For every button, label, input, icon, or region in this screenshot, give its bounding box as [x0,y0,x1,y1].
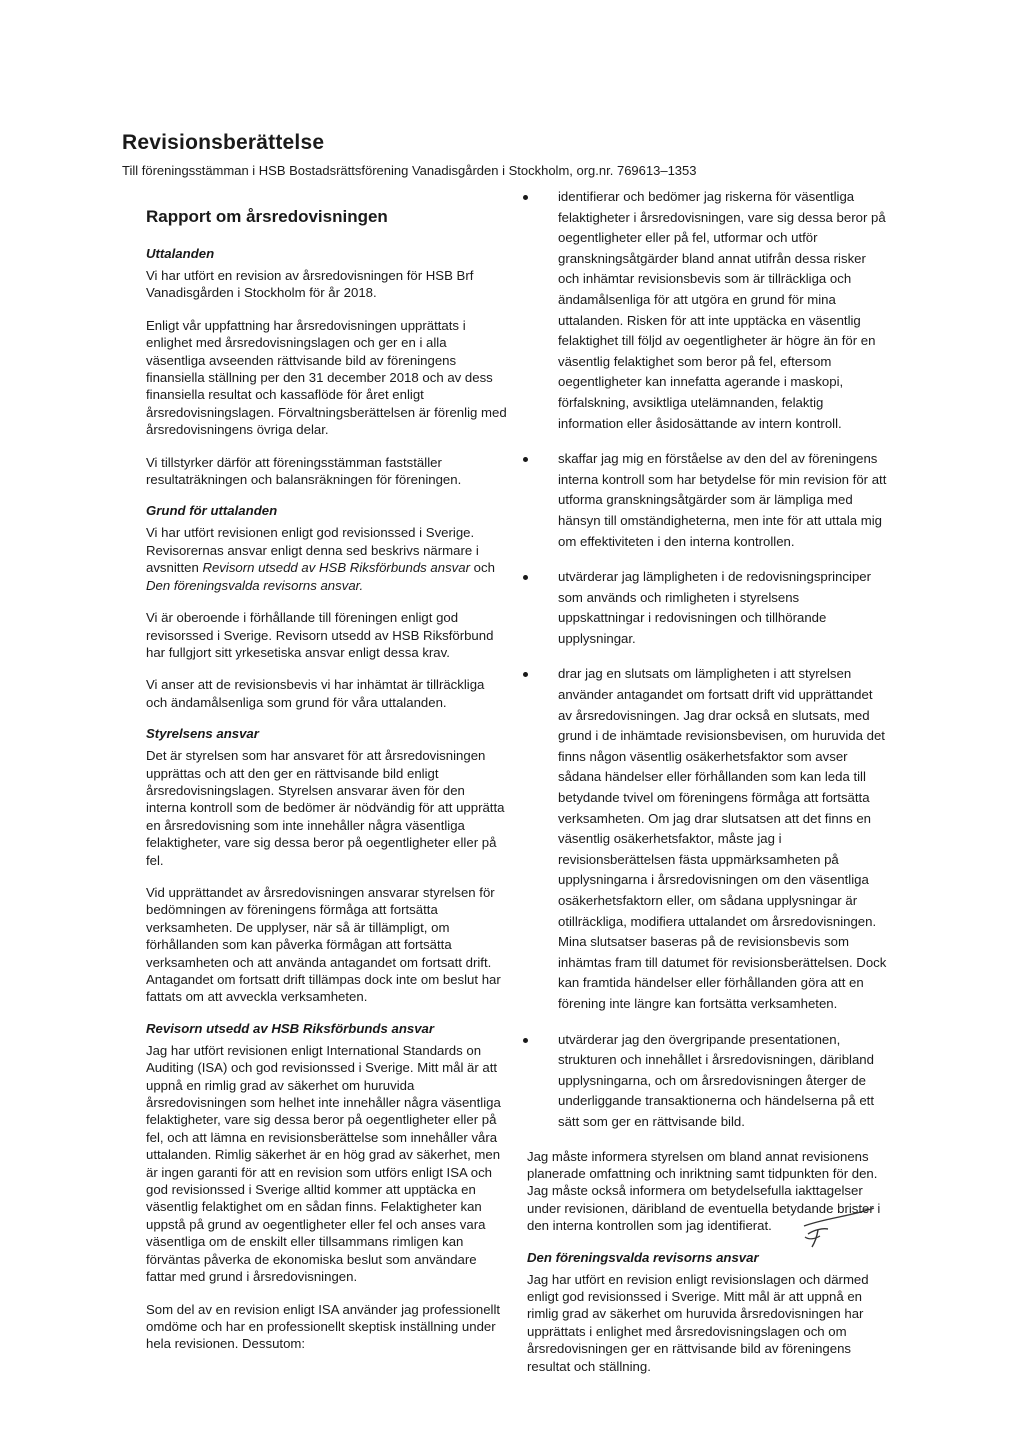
left-column [146,207,508,1353]
list-item [527,567,889,649]
bullet-dot-icon [523,575,528,580]
paragraph-informera: Jag måste informera styrelsen om bland annat revisionens planerade omfattning och inriktning samt tidpunkten för den. Jag måste också informera om betydelsefulla iakttagelser under revisionen, däribland de eventuella betydande brister i den interna kontrollen som jag identifierat. [527,1148,881,1234]
bullet-dot-icon [523,457,528,462]
paragraph-uttalanden-3: Vi tillstyrker därför att föreningsstämman fastställer resultaträkningen och balansräkningen för föreningen. [146,454,462,488]
paragraph-foreningsvald: Jag har utfört en revision enligt revisionslagen och därmed enligt god revisionssed i Sverige. Mitt mål är att uppnå en rimlig grad av säkerhet om huruvida årsredovisningen har upprättats i enlighet med årsredovisningslagen och om årsredovisningen ger en rättvisande bild av föreningens resultat och ställning. [527,1271,869,1374]
paragraph-revisorn-2: Som del av en revision enligt ISA använder jag professionellt omdöme och har en professionellt skeptisk inställning under hela revisionen. Dessutom: [146,1301,501,1352]
subheading-foreningsvald: Den föreningsvalda revisorns ansvar [527,1249,759,1265]
grund-ref-foreningsvald: Den föreningsvalda revisorns ansvar. [146,577,364,593]
initials-signature [800,1204,880,1250]
paragraph-uttalanden-2: Enligt vår uppfattning har årsredovisningen upprättats i enlighet med årsredovisningslagen och ger en i alla väsentliga avseenden rättvisande bild av föreningens finansiella ställning per den 31 december 2018 och av dess finansiella resultat och kassaflöde för året enligt årsredovisningslagen. Förvaltningsberättelsen är förenlig med årsredovisningens övriga delar. [146,317,507,438]
list-item [527,187,889,434]
paragraph-uttalanden-1: Vi har utfört en revision av årsredovisningen för HSB Brf Vanadisgården i Stockholm för år 2018. [146,268,474,301]
bullet-dot-icon [523,1038,528,1043]
section-heading-rapport: Rapport om årsredovisningen [146,207,388,226]
paragraph-revisorn-1: Jag har utfört revisionen enligt International Standards on Auditing (ISA) och god revisionssed i Sverige. Mitt mål är att uppnå en rimlig grad av säkerhet om huruvida årsredovisningen som helhet inte innehåller några väsentliga felaktigheter, vare sig dessa beror på oegentligheter eller på fel, och att lämna en revisionsberättelse som innehåller våra uttalanden. Rimlig säkerhet är en hög grad av säkerhet, men är ingen garanti för att en revision som utförs enligt ISA och god revisionssed i Sverige alltid kommer att upptäcka en väsentlig felaktighet om en sådan finns. Felaktigheter kan uppstå på grund av oegentligheter eller fel och anses vara väsentliga om de enskilt eller tillsammans rimligen kan förväntas påverka de ekonomiska beslut som användare fattar med grund i årsredovisningen. [146,1042,501,1285]
audit-procedure-list [527,187,889,1133]
list-item-text: drar jag en slutsats om lämpligheten i att styrelsen använder antagandet om fortsatt drift vid upprättandet av årsredovisningen. Jag drar också en slutsats, med grund i de inhämtade revisionsbevisen, om huruvida det finns någon väsentlig osäkerhetsfaktor som avser sådana händelser eller förhållanden som kan leda till betydande tvivel om föreningens förmåga att fortsätta verksamheten. Om jag drar slutsatsen att det finns en väsentlig osäkerhetsfaktor, måste jag i revisionsberättelsen fästa uppmärksamheten på upplysningarna i årsredovisningen om den väsentliga osäkerhetsfaktorn eller, om sådana upplysningar är otillräckliga, modifiera uttalandet om årsredovisningen. Mina slutsatser baseras på de revisionsbevis som inhämtas fram till datumet för revisionsberättelsen. Dock kan framtida händelser eller förhållanden göra att en förening inte längre kan fortsätta verksamheten. [558,666,887,1011]
grund-text-c: och [470,560,495,576]
subheading-grund: Grund för uttalanden [146,503,278,519]
paragraph-styrelsen-1: Det är styrelsen som har ansvaret för att årsredovisningen upprättas och att den ger en rättvisande bild enligt årsredovisningslagen. Styrelsen ansvarar även för den interna kontroll som de bedömer är nödvändig för att upprätta en årsredovisning som inte innehåller några väsentliga felaktigheter, vare sig dessa beror på oegentligheter eller på fel. [146,748,505,868]
list-item-text: utvärderar jag lämpligheten i de redovisningsprinciper som används och rimligheten i styrelsens uppskattningar i redovisningen och tillhörande upplysningar. [558,569,872,646]
grund-ref-revisorn: Revisorn utsedd av HSB Riksförbunds ansvar [202,560,470,576]
list-item-text: utvärderar jag den övergripande presentationen, strukturen och innehållet i årsredovisningen, däribland upplysningarna, och om årsredovisningen återger de underliggande transaktionerna och händelserna på ett sätt som ger en rättvisande bild. [558,1031,874,1129]
list-item-text: skaffar jag mig en förståelse av den del av föreningens interna kontroll som har betydelse för min revision för att utforma granskningsåtgärder som är lämpliga med hänsyn till omständigheterna, men inte för att uttala mig om effektiviteten i den interna kontrollen. [558,451,887,549]
grund-text-a: Vi har utfört revisionen enligt god revisionssed i Sverige. Revisorernas ansvar enligt denna sed beskrivs närmare i avsnitten [146,525,479,576]
paragraph-grund-3: Vi anser att de revisionsbevis vi har inhämtat är tillräckliga och ändamålsenliga som grund för våra uttalanden. [146,677,485,710]
list-item [527,449,889,552]
paragraph-grund-1 [146,524,508,594]
list-item [527,1030,889,1133]
document-title: Revisionsberättelse [122,131,325,154]
subheading-revisorn: Revisorn utsedd av HSB Riksförbunds ansvar [146,1020,435,1036]
list-item-text: identifierar och bedömer jag riskerna för väsentliga felaktigheter i årsredovisningen, vare sig dessa beror på oegentligheter eller på fel, utformar och utför granskningsåtgärder bland annat utifrån dessa risker och inhämtar revisionsbevis som är tillräckliga och ändamålsenliga för att utgöra en grund för mina uttalanden. Risken för att inte upptäcka en väsentlig felaktighet till följd av oegentligheter är högre än för en väsentlig felaktighet som beror på fel, eftersom oegentligheter kan innefatta agerande i maskopi, förfalskning, avsiktliga utelämnanden, felaktig information eller åsidosättande av intern kontroll. [558,189,886,431]
subheading-uttalanden: Uttalanden [146,246,215,261]
list-item [527,664,889,1014]
subheading-styrelsen: Styrelsens ansvar [146,726,259,742]
paragraph-styrelsen-2: Vid upprättandet av årsredovisningen ansvarar styrelsen för bedömningen av föreningens förmåga att fortsätta verksamheten. De upplyser, när så är tillämpligt, om förhållanden som kan påverka förmågan att fortsätta verksamheten och att använda antagandet om fortsatt drift. Antagandet om fortsatt drift tillämpas dock inte om beslut har fattats om att avveckla verksamheten. [146,884,501,1005]
document-subtitle: Till föreningsstämman i HSB Bostadsrättsförening Vanadisgården i Stockholm, org.nr. 769613–1353 [122,163,697,178]
bullet-dot-icon [523,672,528,677]
paragraph-grund-2: Vi är oberoende i förhållande till föreningen enligt god revisorssed i Sverige. Revisorn utsedd av HSB Riksförbund har fullgjort sitt yrkesetiska ansvar enligt dessa krav. [146,610,494,660]
bullet-dot-icon [523,195,528,200]
